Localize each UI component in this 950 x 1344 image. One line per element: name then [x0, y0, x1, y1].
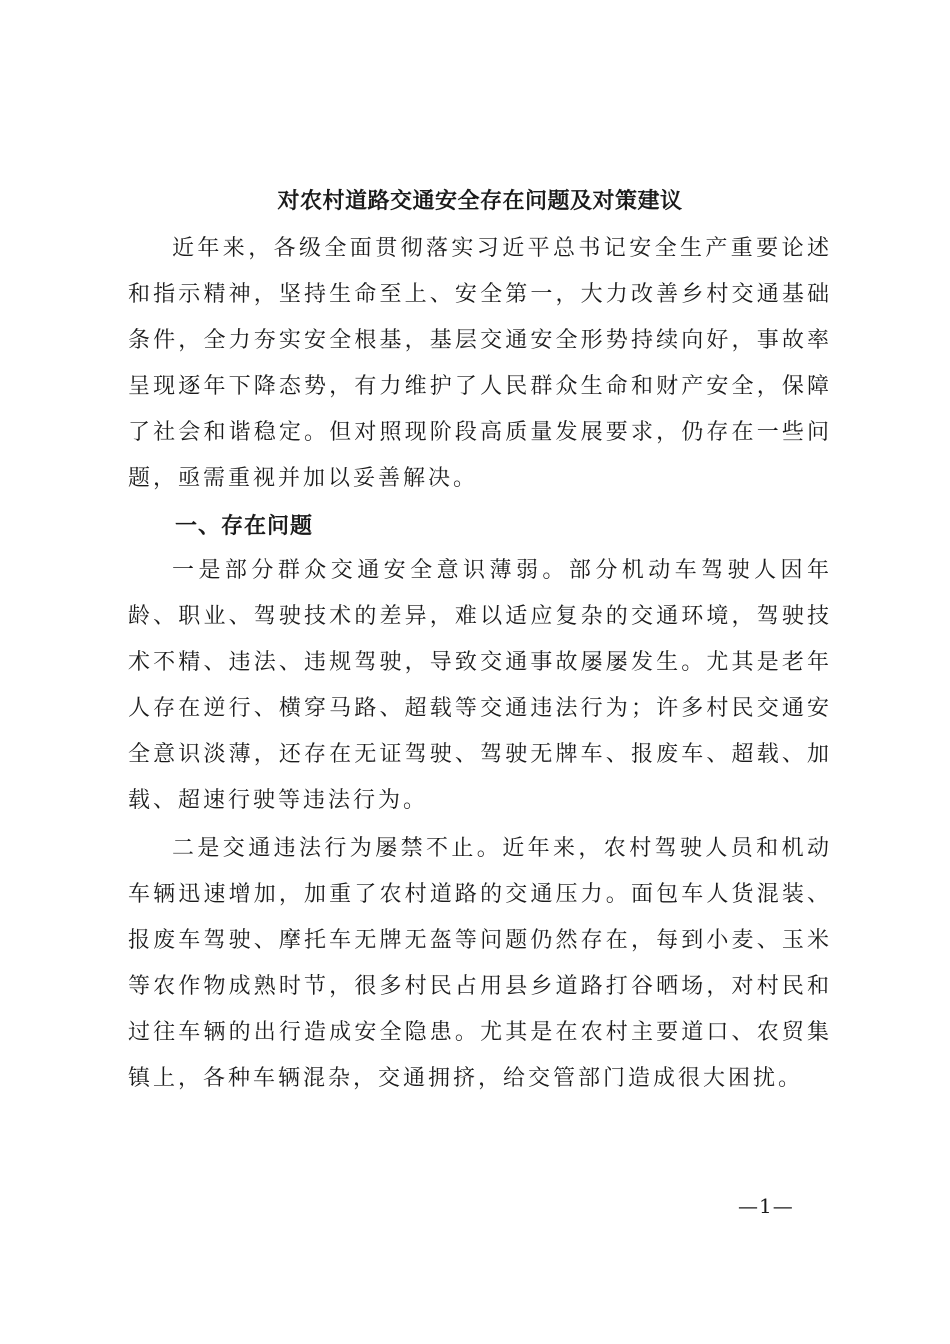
paragraph-intro: 近年来，各级全面贯彻落实习近平总书记安全生产重要论述和指示精神，坚持生命至上、安全第一，大力改善乡村交通基础条件，全力夯实安全根基，基层交通安全形势持续向好，事故率呈现逐年下降态势，有力维护了人民群众生命和财产安全，保障了社会和谐稳定。但对照现阶段高质量发展要求，仍存在一些问题，亟需重视并加以妥善解决。 — [128, 236, 832, 491]
document-title: 对农村道路交通安全存在问题及对策建议 — [277, 188, 683, 214]
paragraph-problem-2: 二是交通违法行为屡禁不止。近年来，农村驾驶人员和机动车辆迅速增加，加重了农村道路的交通压力。面包车人货混装、报废车驾驶、摩托车无牌无盔等问题仍然存在，每到小麦、玉米等农作物成熟时节，很多村民占用县乡道路打谷晒场，对村民和过往车辆的出行造成安全隐患。尤其是在农村主要道口、农贸集镇上，各种车辆混杂，交通拥挤，给交管部门造成很大困扰。 — [128, 836, 832, 1091]
paragraph-problem-1: 一是部分群众交通安全意识薄弱。部分机动车驾驶人因年龄、职业、驾驶技术的差异，难以适应复杂的交通环境，驾驶技术不精、违法、违规驾驶，导致交通事故屡屡发生。尤其是老年人存在逆行、横穿马路、超载等交通违法行为；许多村民交通安全意识淡薄，还存在无证驾驶、驾驶无牌车、报废车、超载、加载、超速行驶等违法行为。 — [128, 558, 832, 813]
page-number: —1— — [738, 1194, 794, 1218]
section-heading-problems: 一、存在问题 — [175, 514, 314, 539]
